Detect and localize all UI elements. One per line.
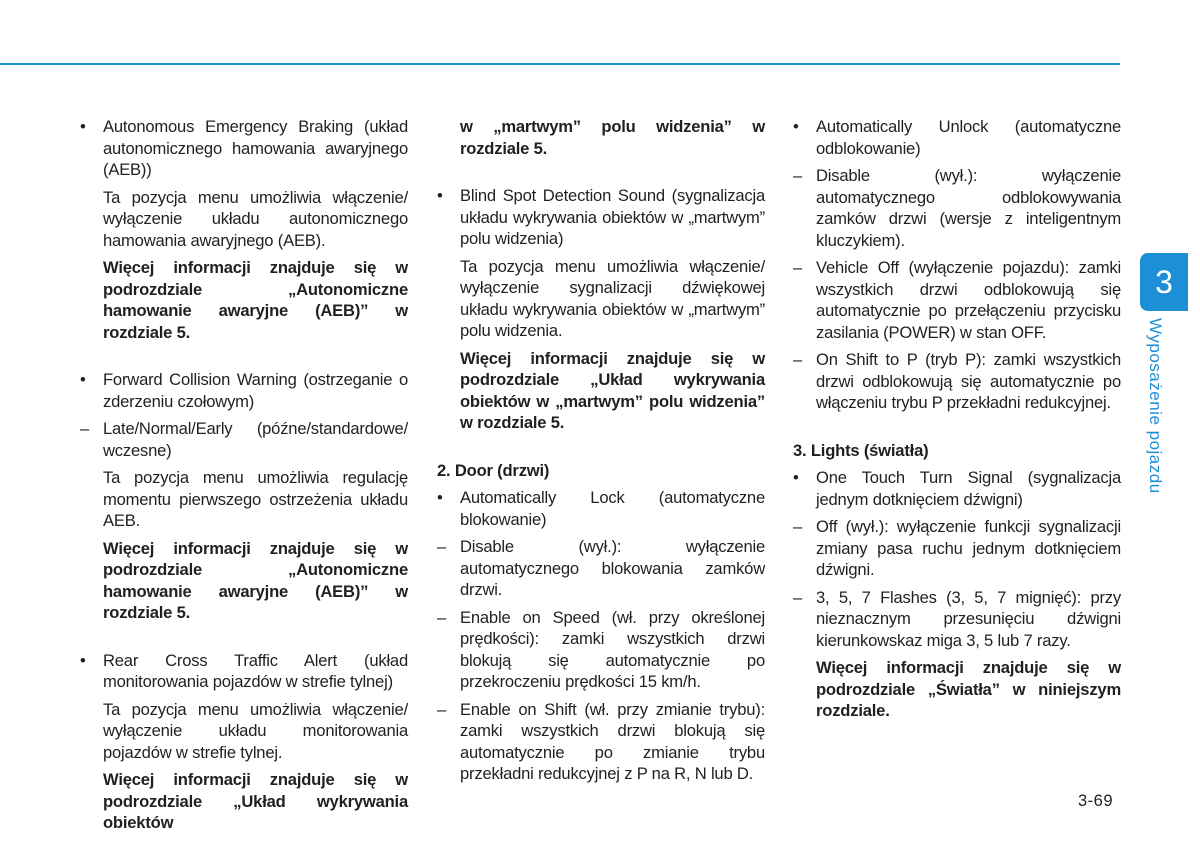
chapter-title: Wyposażenie pojazdu	[1146, 318, 1165, 494]
item-title: One Touch Turn Signal (sygnalizacja jednym dotknięciem dźwigni)	[816, 468, 1121, 509]
item-description: Ta pozycja menu umożliwia regulację momentu pierwszego ostrzeżenia układu AEB.	[103, 468, 408, 530]
bullet: •	[80, 650, 86, 670]
column-2	[437, 116, 765, 785]
option-text: Late/Normal/Early (późne/standardowe/ wczesne)	[103, 419, 408, 460]
option-item	[437, 699, 765, 785]
dash: –	[793, 166, 803, 185]
option-item	[793, 165, 1121, 251]
list-item-auto-unlock	[793, 116, 1121, 159]
bullet: •	[437, 186, 443, 205]
column-1	[80, 116, 408, 834]
option-item	[793, 349, 1121, 414]
bullet: •	[80, 117, 86, 136]
bullet: •	[80, 370, 86, 389]
option-item	[793, 516, 1121, 581]
item-description: Ta pozycja menu umożliwia włączenie/ wyłączenie układu monitorowania pojazdów w strefie tylnej.	[103, 699, 408, 762]
list-item-one-touch	[793, 467, 1121, 510]
option-text: 3, 5, 7 Flashes (3, 5, 7 mignięć): przy nieznacznym przesunięciu dźwigni kierunkowskaz miga 3, 5 lub 7 razy.	[816, 587, 1121, 650]
dash: –	[793, 350, 803, 369]
option-text: Enable on Speed (wł. przy określonej prędkości): zamki wszystkich drzwi blokują się automatycznie po przekroczeniu prędkości 15 km/h.	[460, 607, 765, 691]
list-item-aeb	[80, 116, 408, 181]
chapter-tab: 3	[1140, 253, 1188, 311]
column-3	[793, 116, 1121, 722]
option-text: Disable (wył.): wyłączenie automatycznego blokowania zamków drzwi.	[460, 537, 765, 599]
dash: –	[793, 258, 803, 277]
list-item-auto-lock	[437, 487, 765, 530]
bullet: •	[793, 117, 799, 136]
dash: –	[437, 537, 447, 556]
option-item	[437, 536, 765, 601]
list-item-bsd	[437, 185, 765, 250]
list-item-rcta	[80, 650, 408, 693]
option-item	[80, 418, 408, 461]
option-text: On Shift to P (tryb P): zamki wszystkich drzwi odblokowują się automatycznie po włączeniu trybu P przekładni redukcyjnej.	[816, 350, 1121, 412]
cross-reference: Więcej informacji znajduje się w podrozdziale „Autonomiczne hamowanie awaryjne (AEB)” w rozdziale 5.	[103, 258, 408, 342]
cross-reference: Więcej informacji znajduje się w podrozdziale „Układ wykrywania obiektów w „martwym” polu widzenia” w rozdziale 5.	[460, 348, 765, 432]
item-title: Autonomous Emergency Braking (układ autonomicznego hamowania awaryjnego (AEB))	[103, 117, 408, 179]
option-text: Disable (wył.): wyłączenie automatycznego odblokowywania zamków drzwi (wersje z inteligentnym kluczykiem).	[816, 166, 1121, 250]
dash: –	[80, 419, 90, 438]
option-text: Enable on Shift (wł. przy zmianie trybu): zamki wszystkich drzwi blokują się automatycznie po zmianie trybu przekładni redukcyjnej z P na R, N lub D.	[460, 699, 765, 783]
option-text: Vehicle Off (wyłączenie pojazdu): zamki wszystkich drzwi odblokowują się automatycznie po przełączeniu przycisku zasilania (POWER) w stan OFF.	[816, 258, 1121, 342]
bullet: •	[793, 468, 799, 487]
cross-reference: Więcej informacji znajduje się w podrozdziale „Światła” w niniejszym rozdziale.	[816, 658, 1121, 720]
bullet: •	[437, 488, 443, 507]
item-title: Automatically Unlock (automatyczne odblokowanie)	[816, 117, 1121, 158]
cross-reference-continued: w „martwym” polu widzenia” w rozdziale 5.	[460, 117, 765, 158]
option-text: Off (wył.): wyłączenie funkcji sygnalizacji zmiany pasa ruchu jednym dotknięciem dźwigni.	[816, 517, 1121, 579]
item-title: Blind Spot Detection Sound (sygnalizacja układu wykrywania obiektów w „martwym” polu widzenia)	[460, 186, 765, 248]
item-description: Ta pozycja menu umożliwia włączenie/ wyłączenie sygnalizacji dźwiękowej układu wykrywania obiektów w „martwym” polu widzenia.	[460, 256, 765, 340]
section-heading-lights: 3. Lights (światła)	[793, 440, 929, 460]
list-item-fcw	[80, 369, 408, 412]
cross-reference: Więcej informacji znajduje się w podrozdziale „Autonomiczne hamowanie awaryjne (AEB)” w rozdziale 5.	[103, 538, 408, 622]
option-item	[793, 587, 1121, 652]
item-title: Forward Collision Warning (ostrzeganie o zderzeniu czołowym)	[103, 370, 408, 411]
option-item	[793, 257, 1121, 343]
item-title: Automatically Lock (automatyczne blokowanie)	[460, 488, 765, 529]
dash: –	[437, 699, 447, 719]
top-rule	[0, 63, 1120, 65]
item-description: Ta pozycja menu umożliwia włączenie/ wyłączenie układu autonomicznego hamowania awaryjnego (AEB).	[103, 187, 408, 250]
item-title: Rear Cross Traffic Alert (układ monitorowania pojazdów w strefie tylnej)	[103, 650, 408, 691]
page-number: 3-69	[1078, 792, 1114, 810]
dash: –	[793, 587, 803, 607]
section-heading-door: 2. Door (drzwi)	[437, 460, 550, 480]
dash: –	[793, 517, 803, 536]
option-item	[437, 607, 765, 693]
cross-reference: Więcej informacji znajduje się w podrozdziale „Układ wykrywania obiektów	[103, 770, 408, 832]
dash: –	[437, 607, 447, 627]
